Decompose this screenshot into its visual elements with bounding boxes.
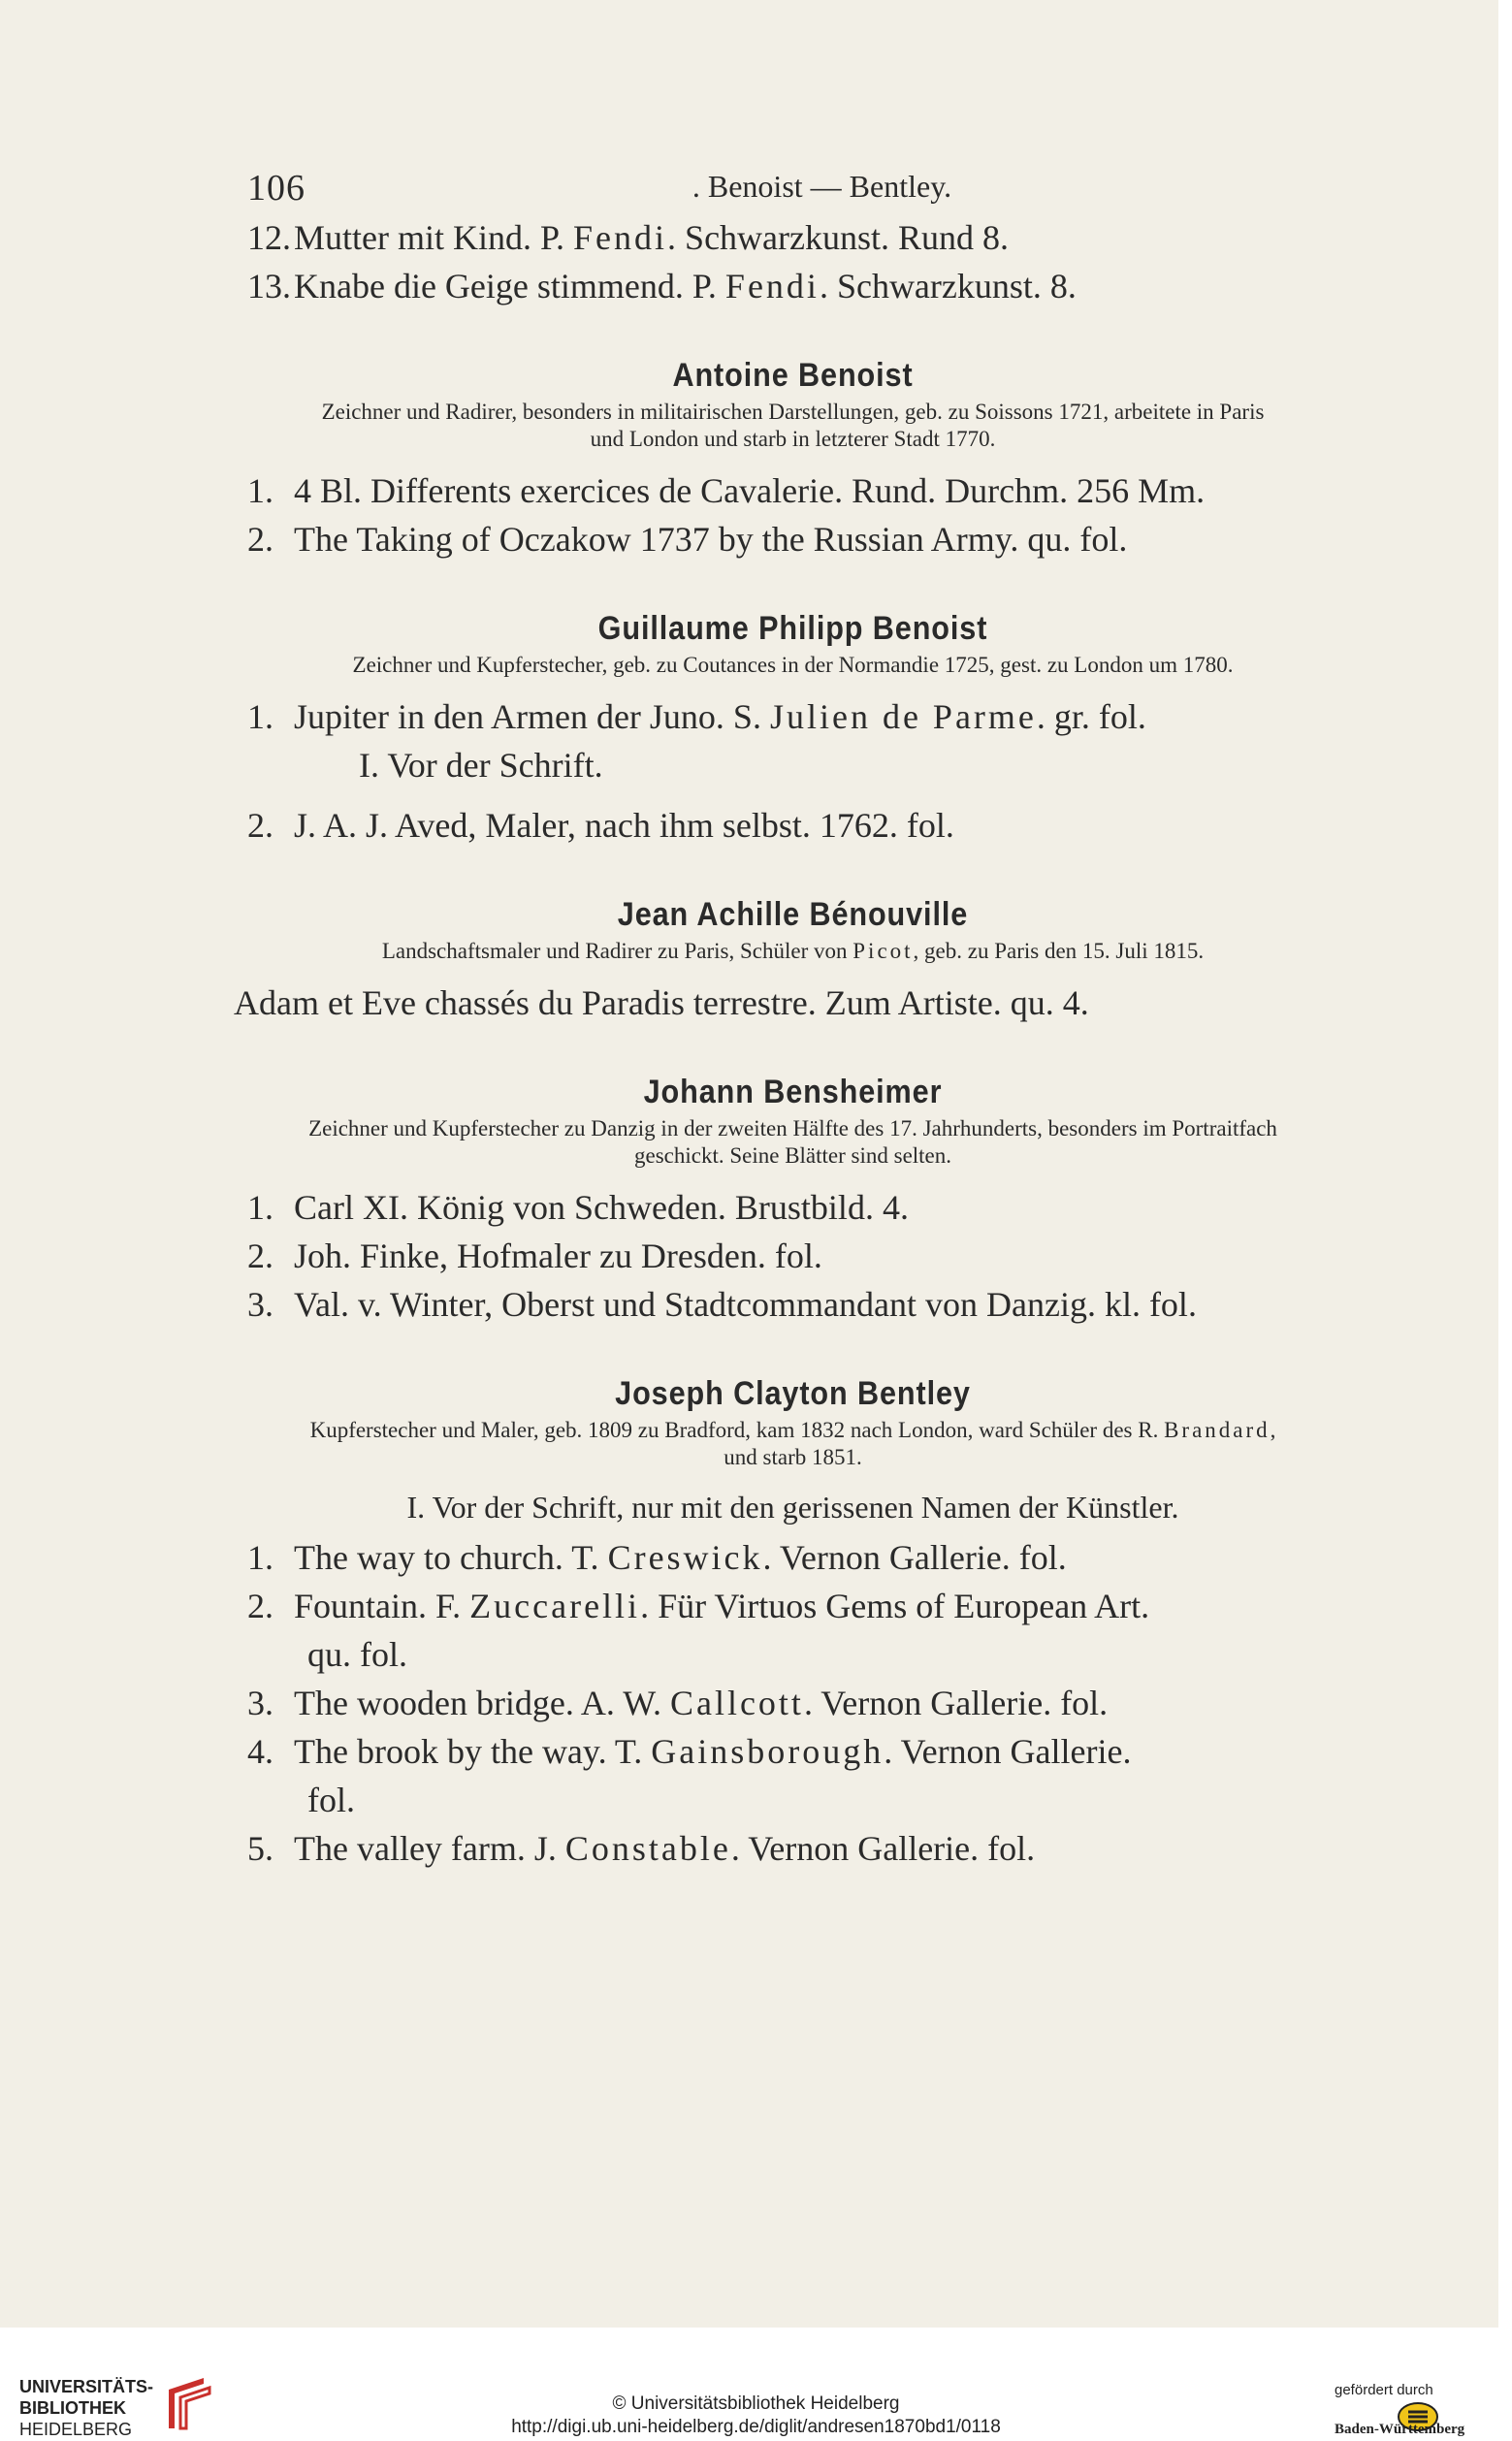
library-name-line: HEIDELBERG (19, 2420, 133, 2439)
library-name-line: UNIVERSITÄTS- (19, 2377, 154, 2396)
entry-line (247, 1533, 1338, 1582)
entry-text: The wooden bridge. A. W. (294, 1684, 670, 1722)
entry-line (247, 213, 1338, 262)
entry-number: 3. (247, 1684, 273, 1722)
entry-line (247, 1824, 1338, 1873)
entry-line (247, 1183, 1338, 1232)
page-edge (1498, 0, 1512, 2328)
entry-line (247, 1582, 1338, 1630)
engraver-name: Fendi (573, 218, 668, 257)
funded-by-label: gefördert durch (1335, 2382, 1433, 2398)
library-name-line: BIBLIOTHEK (19, 2398, 126, 2418)
entry-number: 3. (247, 1285, 273, 1324)
copyright-block (0, 2393, 1512, 2439)
entry-number: 1. (247, 1188, 273, 1227)
entry-text: Jupiter in den Armen der Juno. S. (294, 697, 770, 736)
artist-heading: Jean Achille Bénouville (617, 896, 969, 933)
entry-text: Joh. Finke, Hofmaler zu Dresden. fol. (294, 1237, 822, 1275)
entry-number: 2. (247, 1587, 273, 1625)
entry-line (247, 515, 1338, 563)
engraver-name: Creswick (607, 1538, 763, 1577)
artist-bio (247, 938, 1338, 965)
entry-line (247, 262, 1338, 310)
entry-number: 1. (247, 1538, 273, 1577)
entry-rest: . Für Virtuos Gems of European Art. (640, 1587, 1150, 1625)
state-note: I. Vor der Schrift, nur mit den gerissenen Namen der Künstler. (406, 1490, 1179, 1525)
entry-continuation: qu. fol. (307, 1635, 407, 1674)
entry-continuation: fol. (307, 1781, 355, 1819)
copyright-text: © Universitätsbibliothek Heidelberg (612, 2393, 900, 2414)
entry-line (247, 1679, 1338, 1727)
entry-rest: . Schwarzkunst. 8. (819, 267, 1077, 305)
entry-text: The Taking of Oczakow 1737 by the Russian Army. qu. fol. (294, 520, 1128, 559)
engraver-name: Callcott (669, 1684, 804, 1722)
page-number: 106 (247, 168, 306, 209)
entry-text: 4 Bl. Differents exercices de Cavalerie. Rund. Durchm. 256 Mm. (294, 471, 1206, 510)
funder-name: Baden-Württemberg (1335, 2422, 1465, 2437)
engraver-name: Gainsborough (651, 1732, 885, 1771)
entry-number: 4. (247, 1732, 273, 1771)
entry-line (247, 1280, 1338, 1329)
entry-number: 2. (247, 806, 273, 845)
artist-heading: Johann Bensheimer (643, 1074, 943, 1110)
teacher-name: Picot (853, 939, 914, 963)
engraver-name: Julien de Parme (769, 697, 1037, 736)
artist-bio: Zeichner und Kupferstecher zu Danzig in der zweiten Hälfte des 17. Jahrhunderts, besonders im Portraitfach geschickt. Seine Blätter sind selten. (308, 1116, 1277, 1168)
entry-line (247, 466, 1338, 515)
entry-text: The way to church. T. (294, 1538, 608, 1577)
page-content (234, 155, 1338, 1873)
source-url-link[interactable]: http://digi.ub.uni-heidelberg.de/diglit/andresen1870bd1/0118 (511, 2417, 1001, 2437)
running-title: . Benoist — Bentley. (692, 169, 952, 204)
entry-text: Mutter mit Kind. P. (294, 218, 574, 257)
bio-text: , und starb 1851. (724, 1418, 1276, 1469)
entry-line (247, 801, 1338, 850)
teacher-name: Brandard (1164, 1418, 1271, 1442)
artist-bio: Zeichner und Radirer, besonders in militairischen Darstellungen, geb. zu Soissons 1721, arbeitete in Paris und London und starb in letzterer Stadt 1770. (321, 400, 1265, 451)
entry-rest: . gr. fol. (1036, 697, 1146, 736)
entry-line (247, 1232, 1338, 1280)
artist-heading: Joseph Clayton Bentley (615, 1375, 971, 1412)
entry-rest: . Vernon Gallerie. fol. (762, 1538, 1067, 1577)
page-header (247, 155, 1338, 213)
entry-text: Val. v. Winter, Oberst und Stadtcommandant von Danzig. kl. fol. (294, 1285, 1197, 1324)
entry-text: Fountain. F. (294, 1587, 470, 1625)
entry-rest: . Vernon Gallerie. (884, 1732, 1132, 1771)
entry-number: 2. (247, 1237, 273, 1275)
entry-text: The valley farm. J. (294, 1829, 565, 1868)
engraver-name: Constable (564, 1829, 731, 1868)
artist-heading: Antoine Benoist (672, 357, 914, 394)
entry-rest: . Schwarzkunst. Rund 8. (667, 218, 1010, 257)
entry-text: The brook by the way. T. (294, 1732, 652, 1771)
bio-text: Landschaftsmaler und Radirer zu Paris, Schüler von (381, 939, 853, 963)
entry-number: 1. (247, 471, 273, 510)
entry-line (247, 692, 1338, 741)
artist-bio: Zeichner und Kupferstecher, geb. zu Coutances in der Normandie 1725, gest. zu London um 1780. (352, 653, 1234, 677)
entry-rest: . Vernon Gallerie. fol. (803, 1684, 1109, 1722)
engraver-name: Fendi (724, 267, 820, 305)
entry-number: 1. (247, 697, 273, 736)
entry-number: 12. (247, 218, 291, 257)
artist-heading: Guillaume Philipp Benoist (597, 610, 988, 647)
entry-rest: . Vernon Gallerie. fol. (730, 1829, 1036, 1868)
entry-number: 13. (247, 267, 291, 305)
entry-text: Carl XI. König von Schweden. Brustbild. 4. (294, 1188, 909, 1227)
state-note: I. Vor der Schrift. (359, 746, 603, 785)
artist-bio (247, 1417, 1338, 1471)
entry-text: J. A. J. Aved, Maler, nach ihm selbst. 1762. fol. (294, 806, 954, 845)
entry-number: 2. (247, 520, 273, 559)
bio-text: Kupferstecher und Maler, geb. 1809 zu Bradford, kam 1832 nach London, ward Schüler des R. (309, 1418, 1165, 1442)
entry-number: 5. (247, 1829, 273, 1868)
engraver-name: Zuccarelli (469, 1587, 641, 1625)
entry-text: Knabe die Geige stimmend. P. (294, 267, 725, 305)
entry-line: Adam et Eve chassés du Paradis terrestre. Zum Artiste. qu. 4. (234, 983, 1089, 1022)
entry-line (247, 1727, 1338, 1776)
bio-text: , geb. zu Paris den 15. Juli 1815. (913, 939, 1205, 963)
